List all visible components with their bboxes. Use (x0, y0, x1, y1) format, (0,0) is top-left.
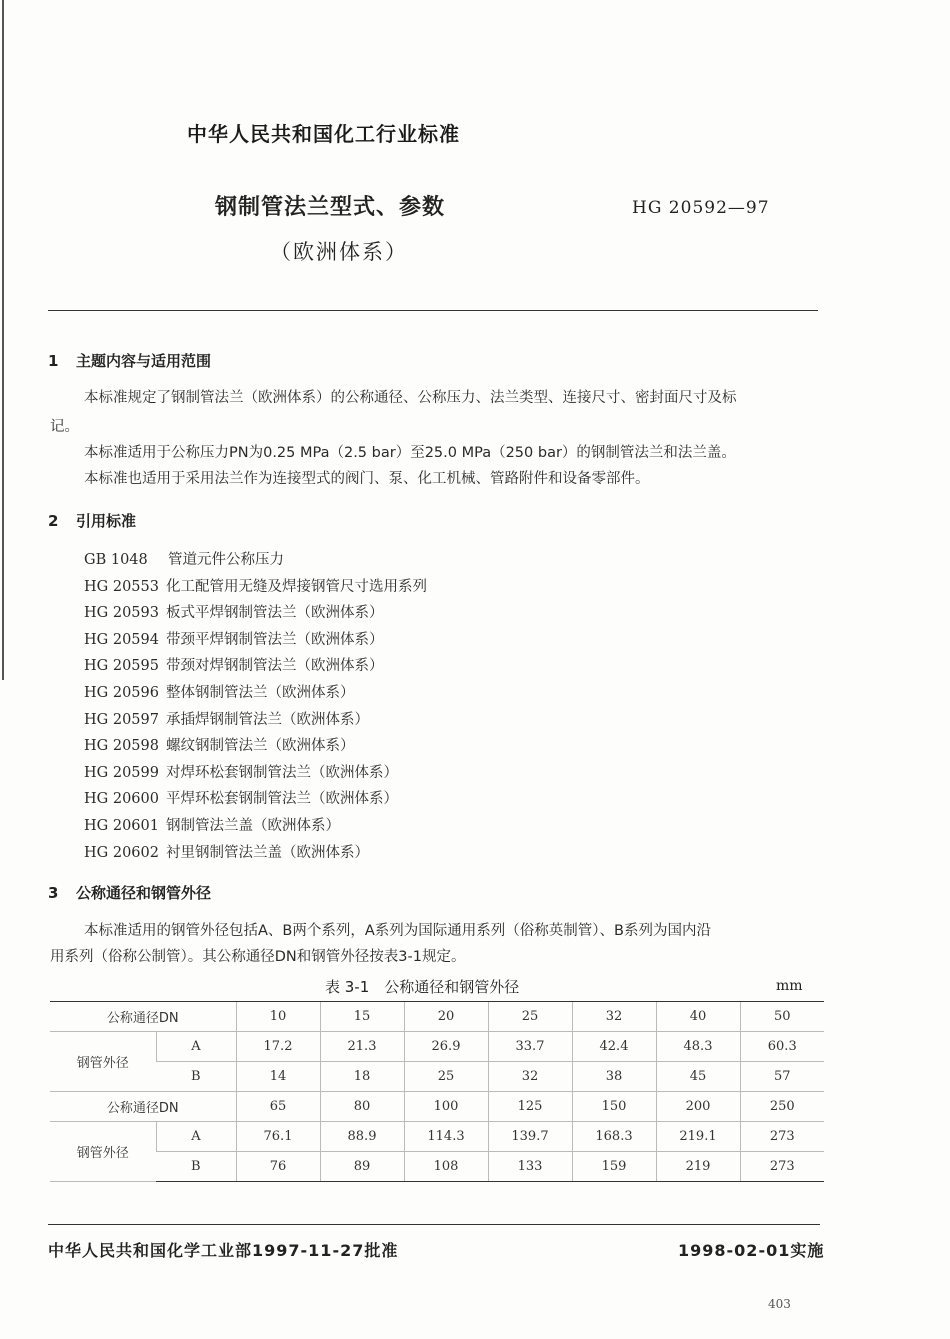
reference-code: HG 20600 (84, 791, 159, 808)
doc-subtitle: （欧洲体系） (270, 240, 408, 264)
reference-item (84, 681, 355, 702)
table-cell: 21.3 (320, 1032, 404, 1062)
reference-title: 钢制管法兰盖（欧洲体系） (166, 818, 340, 834)
reference-item (84, 761, 398, 782)
series-a-label: A (156, 1032, 236, 1062)
reference-title: 衬里钢制管法兰盖（欧洲体系） (166, 844, 369, 861)
table-cell: 219 (656, 1152, 740, 1182)
table-cell: 76.1 (236, 1122, 320, 1152)
doc-title: 钢制管法兰型式、参数 (215, 195, 446, 220)
section1-para1-cont: 记。 (50, 419, 79, 435)
table-cell: 57 (740, 1062, 824, 1092)
series-a-label: A (156, 1122, 236, 1152)
table-cell: 17.2 (236, 1032, 320, 1062)
section1-para3: 本标准也适用于采用法兰作为连接型式的阀门、泵、化工机械、管路附件和设备零部件。 (84, 471, 650, 487)
dn-label: 公称通径DN (50, 1002, 236, 1032)
reference-item (84, 814, 340, 835)
reference-item (84, 548, 284, 569)
section1-para2: 本标准适用于公称压力PN为0.25 MPa（2.5 bar）至25.0 MPa（250 bar）的钢制管法兰和法兰盖。 (84, 445, 736, 461)
scan-edge (2, 0, 4, 680)
section-title: 公称通径和钢管外径 (76, 884, 212, 902)
reference-item (84, 628, 384, 649)
section3-heading (48, 882, 211, 903)
table-cell: 18 (320, 1062, 404, 1092)
section3-para1-cont: 用系列（俗称公制管）。其公称通径DN和钢管外径按表3-1规定。 (50, 949, 466, 965)
reference-item (84, 787, 398, 808)
reference-code: GB 1048 (84, 552, 148, 568)
table-cell: 65 (236, 1092, 320, 1122)
doc-code: HG 20592—97 (632, 198, 770, 218)
reference-title: 板式平焊钢制管法兰（欧洲体系） (166, 605, 384, 622)
table-cell: 15 (320, 1002, 404, 1032)
table-cell: 159 (572, 1152, 656, 1182)
reference-title: 管道元件公称压力 (168, 552, 284, 568)
table-cell: 125 (488, 1092, 572, 1122)
table-cell: 32 (488, 1062, 572, 1092)
reference-item (84, 734, 355, 755)
section-number: 3 (48, 884, 59, 902)
table-cell: 25 (404, 1062, 488, 1092)
table-cell: 26.9 (404, 1032, 488, 1062)
table-row (50, 1002, 824, 1032)
table-cell: 42.4 (572, 1032, 656, 1062)
table-cell: 108 (404, 1152, 488, 1182)
table-cell: 38 (572, 1062, 656, 1092)
table-cell: 80 (320, 1092, 404, 1122)
org-title: 中华人民共和国化工行业标准 (187, 122, 460, 146)
table-cell: 89 (320, 1152, 404, 1182)
table-cell: 50 (740, 1002, 824, 1032)
section3-para1: 本标准适用的钢管外径包括A、B两个系列，A系列为国际通用系列（俗称英制管）、B系列为国内沿 (84, 923, 711, 939)
section1-para1: 本标准规定了钢制管法兰（欧洲体系）的公称通径、公称压力、法兰类型、连接尺寸、密封面尺寸及标 (84, 390, 737, 406)
section-title: 引用标准 (76, 512, 137, 530)
footer-rule (48, 1224, 820, 1225)
reference-item (84, 841, 369, 862)
reference-title: 化工配管用无缝及焊接钢管尺寸选用系列 (166, 578, 427, 595)
table-cell: 45 (656, 1062, 740, 1092)
table-caption: 表 3-1 公称通径和钢管外径 (325, 978, 520, 996)
title-rule (48, 310, 818, 311)
dn-od-table (50, 1001, 824, 1182)
table-cell: 33.7 (488, 1032, 572, 1062)
od-label: 钢管外径 (50, 1122, 156, 1182)
reference-code: HG 20599 (84, 764, 159, 781)
od-label: 钢管外径 (50, 1032, 156, 1092)
reference-item (84, 601, 384, 622)
series-b-label: B (156, 1062, 236, 1092)
reference-title: 整体钢制管法兰（欧洲体系） (166, 685, 355, 701)
reference-title: 平焊环松套钢制管法兰（欧洲体系） (166, 791, 398, 808)
reference-title: 承插焊钢制管法兰（欧洲体系） (166, 711, 369, 728)
table-row (50, 1032, 824, 1062)
table-cell: 10 (236, 1002, 320, 1032)
reference-code: HG 20553 (84, 578, 159, 595)
reference-item (84, 654, 384, 675)
table-cell: 139.7 (488, 1122, 572, 1152)
section2-heading (48, 510, 136, 531)
table-cell: 273 (740, 1152, 824, 1182)
reference-code: HG 20601 (84, 818, 159, 834)
section1-heading (48, 350, 211, 371)
table-cell: 219.1 (656, 1122, 740, 1152)
table-cell: 168.3 (572, 1122, 656, 1152)
page-number: 403 (768, 1297, 791, 1311)
reference-code: HG 20595 (84, 658, 159, 675)
table-row (50, 1122, 824, 1152)
section-number: 2 (48, 512, 59, 530)
table-cell: 48.3 (656, 1032, 740, 1062)
table-cell: 20 (404, 1002, 488, 1032)
approval-note: 中华人民共和国化学工业部1997-11-27批准 (48, 1241, 399, 1260)
table-cell: 150 (572, 1092, 656, 1122)
table-cell: 273 (740, 1122, 824, 1152)
table-unit: mm (776, 978, 803, 994)
reference-title: 对焊环松套钢制管法兰（欧洲体系） (166, 764, 398, 781)
reference-code: HG 20594 (84, 631, 159, 648)
table-cell: 250 (740, 1092, 824, 1122)
table-cell: 32 (572, 1002, 656, 1032)
reference-code: HG 20602 (84, 844, 159, 861)
reference-code: HG 20596 (84, 685, 159, 701)
series-b-label: B (156, 1152, 236, 1182)
table-cell: 200 (656, 1092, 740, 1122)
reference-code: HG 20597 (84, 711, 159, 728)
reference-title: 带颈平焊钢制管法兰（欧洲体系） (166, 631, 384, 648)
table-cell: 40 (656, 1002, 740, 1032)
reference-item (84, 708, 369, 729)
reference-title: 螺纹钢制管法兰（欧洲体系） (166, 738, 355, 755)
reference-title: 带颈对焊钢制管法兰（欧洲体系） (166, 658, 384, 675)
section-title: 主题内容与适用范围 (76, 352, 212, 370)
reference-code: HG 20593 (84, 605, 159, 622)
table-cell: 14 (236, 1062, 320, 1092)
reference-code: HG 20598 (84, 738, 159, 755)
table-cell: 60.3 (740, 1032, 824, 1062)
table-cell: 100 (404, 1092, 488, 1122)
table-cell: 133 (488, 1152, 572, 1182)
table-cell: 76 (236, 1152, 320, 1182)
effective-date: 1998-02-01实施 (678, 1241, 825, 1260)
table-row (50, 1152, 824, 1182)
table-cell: 88.9 (320, 1122, 404, 1152)
dn-label: 公称通径DN (50, 1092, 236, 1122)
table-row (50, 1092, 824, 1122)
table-row (50, 1062, 824, 1092)
section-number: 1 (48, 352, 59, 370)
reference-item (84, 575, 427, 596)
table-cell: 25 (488, 1002, 572, 1032)
table-cell: 114.3 (404, 1122, 488, 1152)
